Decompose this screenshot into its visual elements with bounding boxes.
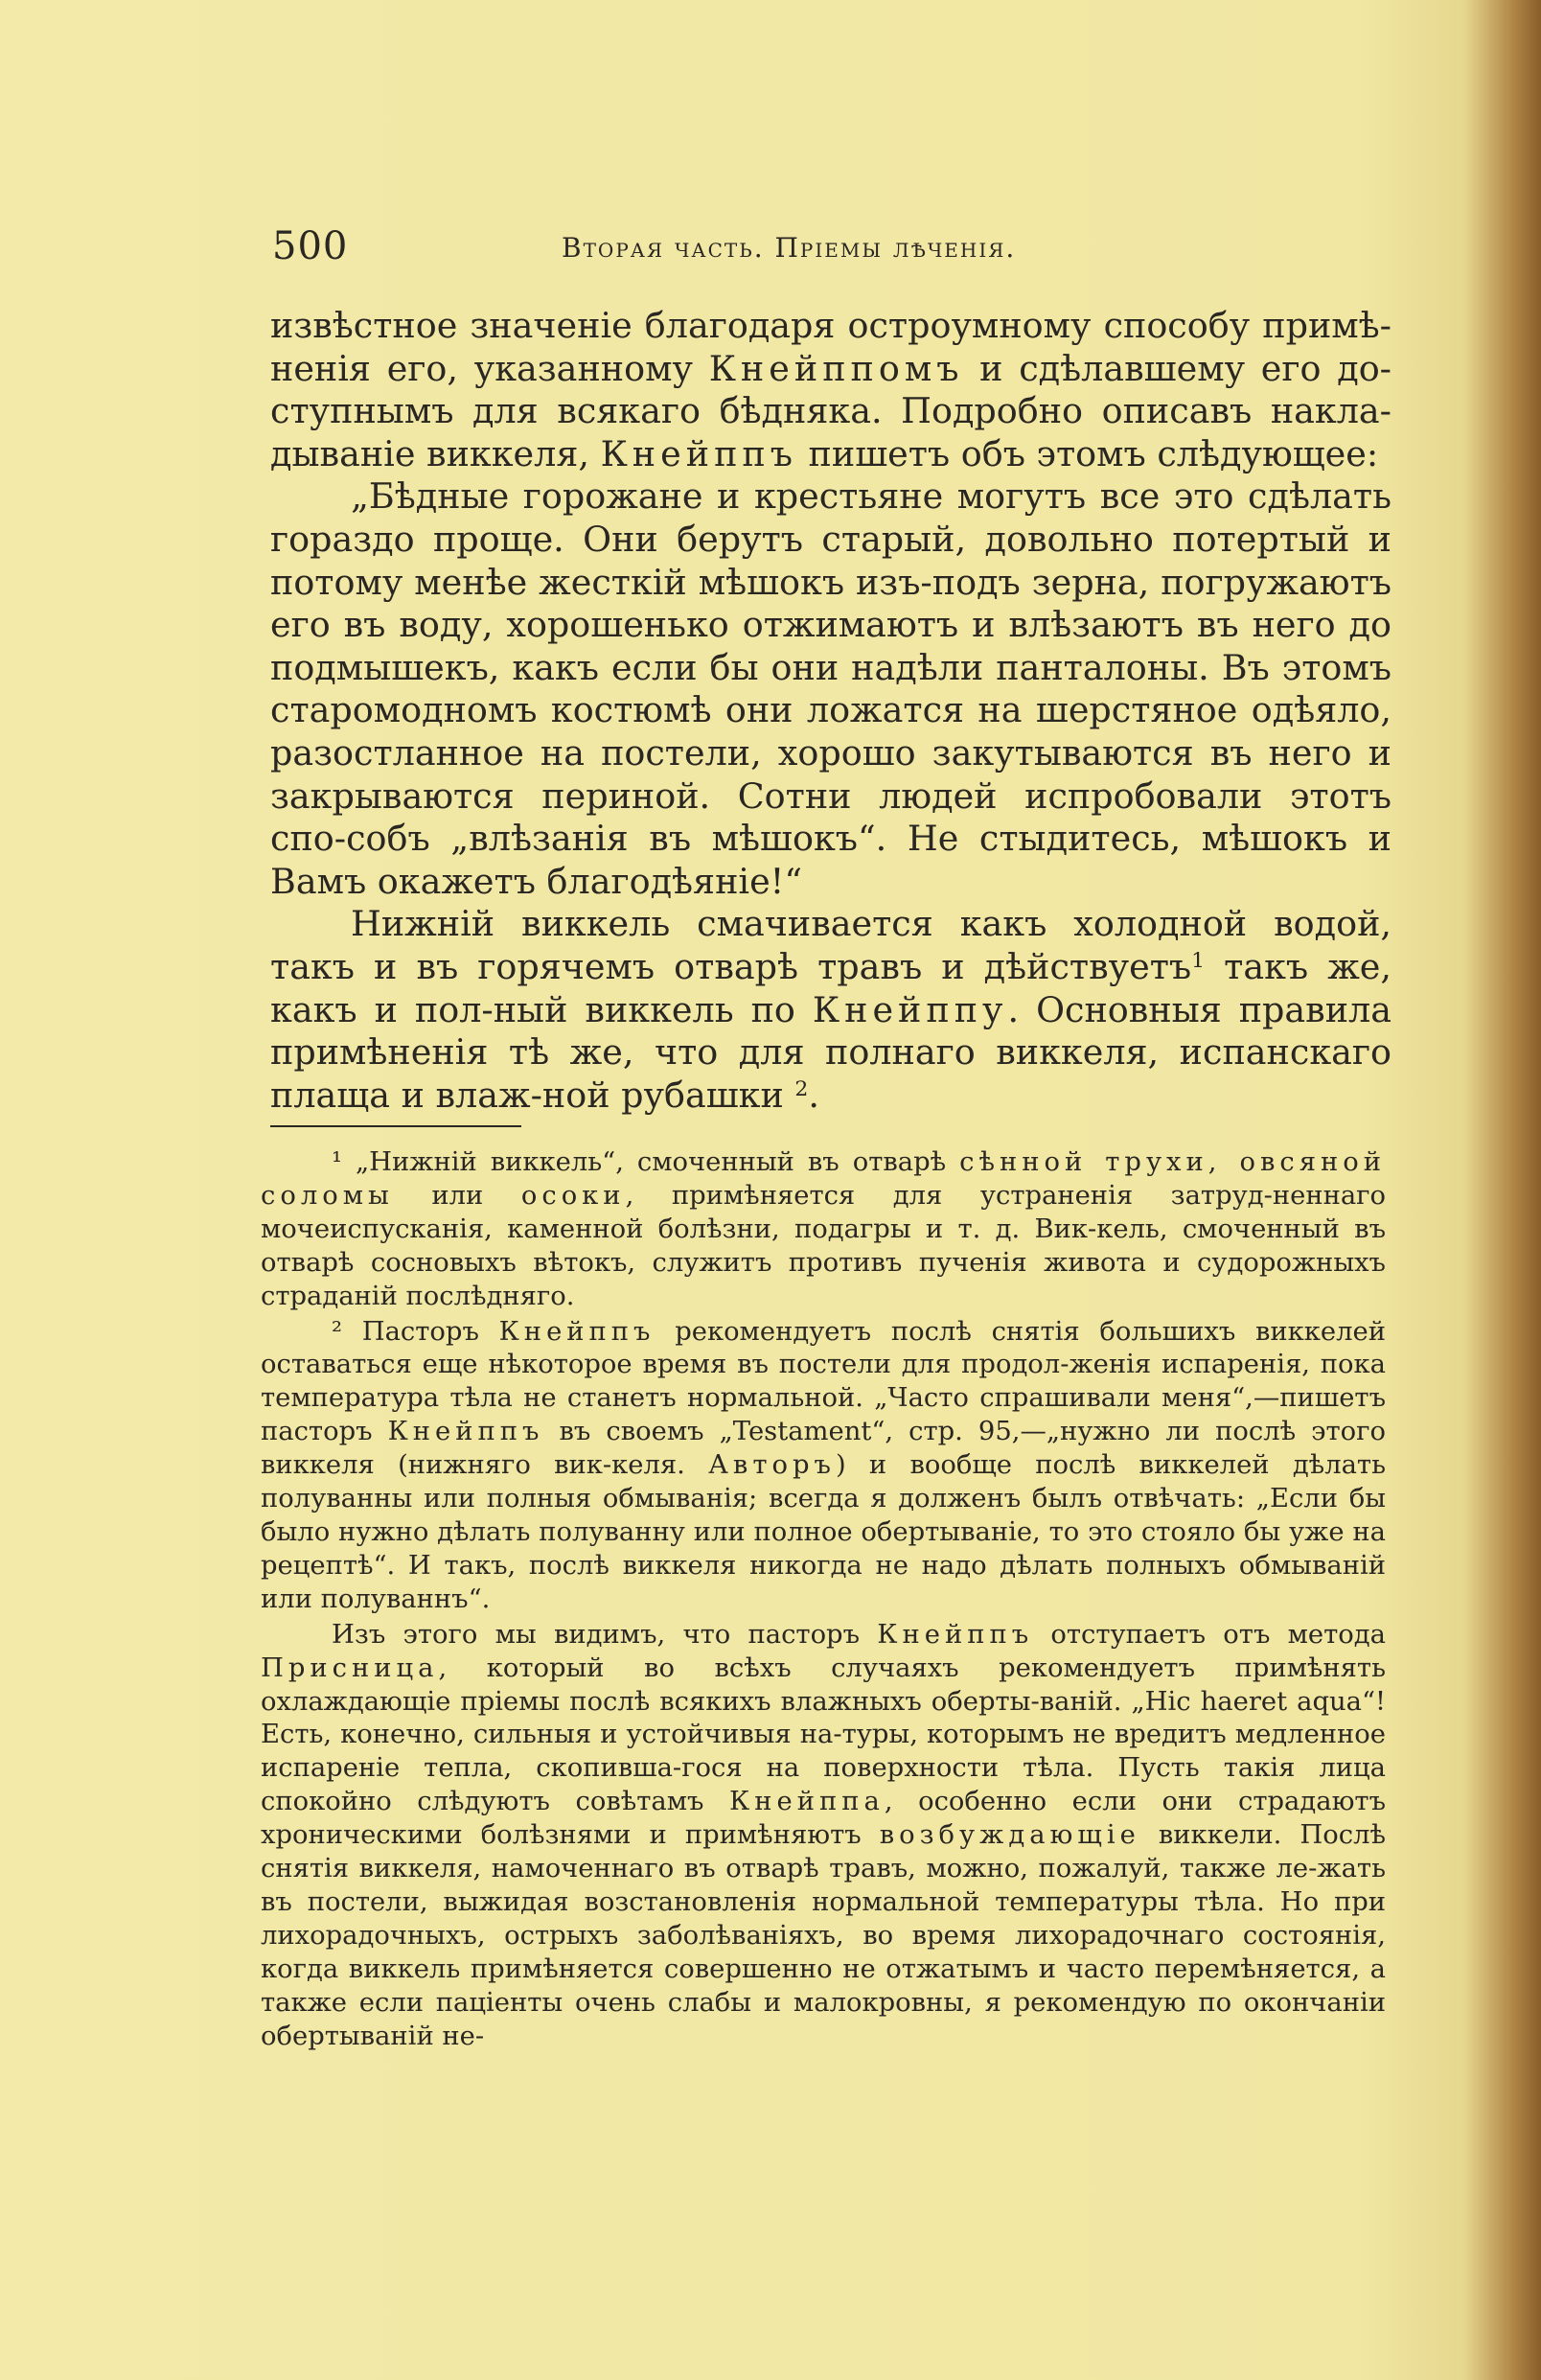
text-run: ) и вообще послѣ виккелей дѣлать полуванны или полныя обмыванія; всегда я долженъ былъ отвѣчать: „Если бы было нужно дѣлать полуванну или полное обертываніе, то это стояло бы уже на рецептѣ“. И такъ, послѣ виккеля никогда не надо дѣлать полныхъ обмываній или полуваннъ“. xyxy=(261,1450,1386,1614)
text-run: ¹ „Нижній виккель“, смоченный въ отварѣ xyxy=(332,1147,960,1177)
text-run: Нижній виккель смачивается какъ холодной водой, такъ и въ горячемъ отварѣ травъ и дѣйствуетъ xyxy=(270,903,1392,987)
text-run: ² Пасторъ xyxy=(332,1316,499,1347)
text-run: рекомендуетъ послѣ снятія большихъ виккелей оставаться еще нѣкоторое время въ постели для продол-женія испаренія, пока температура тѣла не станетъ нормальной. „Часто спрашивали меня“,—пишетъ пасторъ xyxy=(261,1316,1386,1447)
paragraph-1 xyxy=(270,305,1392,475)
footnote-ref-2: 2 xyxy=(794,1076,809,1101)
spaced-term: возбуждающіе xyxy=(879,1820,1140,1851)
footnote-2 xyxy=(261,1316,1386,1617)
spaced-name: Кнейппъ xyxy=(387,1417,544,1447)
text-run: , который во всѣхъ случаяхъ рекомендуетъ примѣнять охлаждающіе пріемы послѣ всякихъ влажныхъ оберты-ваній. „Hic haeret aqua“! Есть, конечно, сильныя и устойчивыя на-туры, которымъ не вредитъ медленное испареніе тепла, скопивша-гося на поверхности тѣла. Пусть такія лица спокойно слѣдуютъ совѣтамъ xyxy=(261,1652,1386,1817)
footnotes xyxy=(261,1146,1386,2053)
footnote-2-continuation xyxy=(261,1619,1386,2054)
spaced-name: Присница xyxy=(261,1652,439,1683)
spaced-term: осоки xyxy=(520,1180,626,1211)
spaced-name: Кнейппъ xyxy=(600,432,797,474)
spaced-name: Кнейппа xyxy=(729,1787,885,1817)
paragraph-2-quote: „Бѣдные горожане и крестьяне могутъ все это сдѣлать гораздо проще. Они берутъ старый, довольно потертый и потому менѣе жесткій мѣшокъ изъ-подъ зерна, погружаютъ его въ воду, хорошенько отжимаютъ и влѣзаютъ въ него до подмышекъ, какъ если бы они надѣли панталоны. Въ этомъ старомодномъ костюмѣ они ложатся на шерстяное одѣяло, разостланное на постели, хорошо закутываются въ него и закрываются периной. Сотни людей испробовали этотъ спо-собъ „влѣзанія въ мѣшокъ“. Не стыдитесь, мѣшокъ и Вамъ окажетъ благодѣяніе!“ xyxy=(270,475,1392,902)
spaced-term: сѣнной трухи, овсяной соломы xyxy=(261,1147,1386,1211)
footnote-ref-1: 1 xyxy=(1191,948,1206,973)
text-run: , примѣняется для устраненія затруд-неннаго мочеиспусканія, каменной болѣзни, подагры и т. д. Вик-кель, смоченный въ отварѣ сосновыхъ вѣтокъ, служитъ противъ пученія живота и судорожныхъ страданій послѣдняго. xyxy=(261,1180,1386,1311)
spaced-name: Кнейппу xyxy=(812,988,1008,1030)
text-run: виккели. Послѣ снятія виккеля, намоченнаго въ отварѣ травъ, можно, пожалуй, также ле-жать въ постели, выжидая возстановленія нормальной температуры тѣла. Но при лихорадочныхъ, острыхъ заболѣваніяхъ, во время лихорадочнаго состоянія, когда виккель примѣняется совершенно не отжатымъ и часто перемѣняется, а также если паціенты очень слабы и малокровны, я рекомендую по окончаніи обертываній не- xyxy=(261,1820,1386,2051)
page-header xyxy=(270,222,1382,280)
text-run: въ своемъ „Testament“, стр. 95,—„нужно ли послѣ этого виккеля (нижняго вик-келя. xyxy=(261,1417,1386,1481)
spaced-name: Авторъ xyxy=(708,1450,836,1481)
text-run: или xyxy=(393,1180,521,1211)
footnote-divider xyxy=(270,1125,521,1127)
footnote-1 xyxy=(261,1146,1386,1314)
paragraph-3 xyxy=(270,903,1392,1117)
text-run: . xyxy=(808,1074,819,1116)
text-run: Изъ этого мы видимъ, что пасторъ xyxy=(332,1619,878,1650)
text-run: и сдѣлавшему его до-ступнымъ для всякаго бѣдняка. Подробно описавъ накла-дываніе виккеля, xyxy=(270,347,1392,474)
main-text xyxy=(270,305,1392,1117)
text-run: пишетъ объ этомъ слѣдующее: xyxy=(796,432,1379,474)
spaced-name: Кнейппомъ xyxy=(708,347,964,389)
text-run: извѣстное значеніе благодаря остроумному способу примѣ-ненія его, указанному xyxy=(270,305,1392,389)
text-run: такъ же, какъ и пол-ный виккель по xyxy=(270,945,1392,1030)
page-number: 500 xyxy=(272,224,349,268)
running-head: Вторая часть. Пріемы лѣченія. xyxy=(562,232,1017,264)
text-run: отступаетъ отъ метода xyxy=(1033,1619,1386,1650)
spaced-name: Кнейппъ xyxy=(877,1619,1034,1650)
text-run: . Основныя правила примѣненія тѣ же, что для полнаго виккеля, испанскаго плаща и влаж-ной рубашки xyxy=(270,988,1392,1116)
text-run: , особенно если они страдаютъ хроническими болѣзнями и примѣняютъ xyxy=(261,1787,1386,1851)
spaced-name: Кнейппъ xyxy=(498,1316,656,1347)
